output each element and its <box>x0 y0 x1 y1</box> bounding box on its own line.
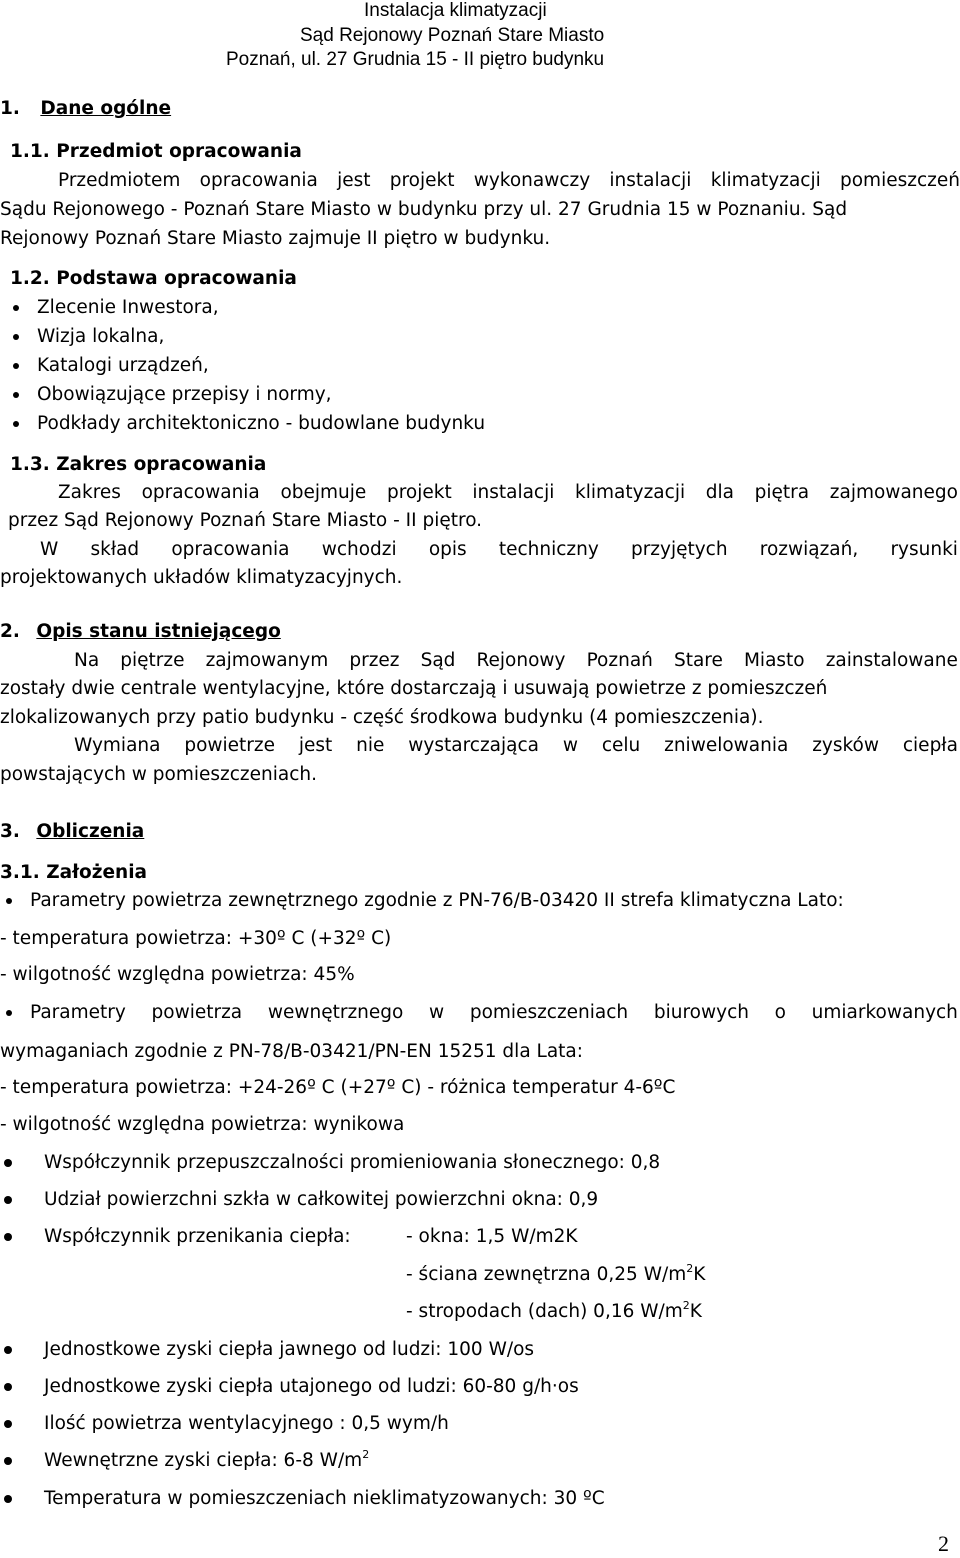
heat-transfer-roof-unit: K <box>689 1301 702 1322</box>
section-1-heading <box>0 100 171 119</box>
section-2-line-3: zlokalizowanych przy patio budynku - część środkowa budynku (4 pomieszczenia). <box>0 707 764 728</box>
header-title: Instalacja klimatyzacji <box>364 0 547 21</box>
section-2-heading <box>0 623 281 642</box>
heat-transfer-walls-unit: K <box>693 1264 706 1285</box>
indoor-params-item: Parametry powietrza wewnętrznego w pomieszczeniach biurowych o umiarkowanych <box>30 1002 958 1023</box>
section-1-1-heading: 1.1. Przedmiot opracowania <box>10 141 302 162</box>
internal-gains-item <box>44 1448 370 1471</box>
outdoor-temperature: - temperatura powietrza: +30º C (+32º C) <box>0 928 392 949</box>
section-1-title: Dane ogólne <box>40 98 172 119</box>
section-2-line-2: zostały dwie centrale wentylacyjne, które dostarczają i usuwają powietrze z pomieszczeń <box>0 678 828 699</box>
section-1-3-heading: 1.3. Zakres opracowania <box>10 454 267 475</box>
section-1-3-line-4: projektowanych układów klimatyzacyjnych. <box>0 567 403 588</box>
heat-transfer-roof <box>406 1299 702 1322</box>
heat-transfer-item: Współczynnik przenikania ciepła: <box>44 1226 351 1247</box>
section-1-1-line-2: Sądu Rejonowego - Poznań Stare Miasto w budynku przy ul. 27 Grudnia 15 w Poznaniu. Sąd <box>0 199 848 220</box>
page-number: 2 <box>938 1531 949 1556</box>
header-court: Sąd Rejonowy Poznań Stare Miasto <box>300 25 605 46</box>
heat-transfer-walls <box>406 1262 706 1285</box>
section-2-title: Opis stanu istniejącego <box>36 621 281 642</box>
ventilation-rate-item: Ilość powietrza wentylacyjnego : 0,5 wym/h <box>44 1413 449 1434</box>
section-1-number: 1. <box>0 98 20 119</box>
section-2-line-5: powstających w pomieszczeniach. <box>0 764 318 785</box>
section-1-3-line-2: przez Sąd Rejonowy Poznań Stare Miasto - II piętro. <box>8 510 483 531</box>
indoor-temperature: - temperatura powietrza: +24-26º C (+27º C) - różnica temperatur 4-6ºC <box>0 1077 676 1098</box>
heat-transfer-windows: - okna: 1,5 W/m2K <box>406 1226 578 1247</box>
sensible-heat-item: Jednostkowe zyski ciepła jawnego od ludzi: 100 W/os <box>44 1339 535 1360</box>
solar-transmittance-item: Współczynnik przepuszczalności promieniowania słonecznego: 0,8 <box>44 1152 661 1173</box>
outdoor-humidity: - wilgotność względna powietrza: 45% <box>0 964 355 985</box>
superscript-2: 2 <box>362 1448 370 1461</box>
section-2-number: 2. <box>0 621 20 642</box>
indoor-params-continued: wymaganiach zgodnie z PN-78/B-03421/PN-EN 15251 dla Lata: <box>0 1041 584 1062</box>
unconditioned-temp-item: Temperatura w pomieszczeniach nieklimatyzowanych: 30 ºC <box>44 1488 605 1509</box>
indoor-humidity: - wilgotność względna powietrza: wynikowa <box>0 1114 405 1135</box>
superscript-2: 2 <box>682 1299 690 1312</box>
section-1-3-line-1: Zakres opracowania obejmuje projekt instalacji klimatyzacji dla piętra zajmowanego <box>58 482 958 503</box>
section-3-heading <box>0 823 144 842</box>
latent-heat-item: Jednostkowe zyski ciepła utajonego od ludzi: 60-80 g/h·os <box>44 1376 579 1397</box>
basis-list-item: Podkłady architektoniczno - budowlane budynku <box>37 413 486 434</box>
superscript-2: 2 <box>686 1262 694 1275</box>
header-address: Poznań, ul. 27 Grudnia 15 - II piętro budynku <box>226 49 605 70</box>
basis-list-item: Wizja lokalna, <box>37 326 165 347</box>
heat-transfer-walls-text: - ściana zewnętrzna 0,25 W/m <box>406 1264 687 1285</box>
section-3-title: Obliczenia <box>36 821 145 842</box>
internal-gains-text: Wewnętrzne zyski ciepła: 6-8 W/m <box>44 1450 363 1471</box>
section-3-1-heading: 3.1. Założenia <box>0 862 148 883</box>
outdoor-params-item: Parametry powietrza zewnętrznego zgodnie z PN-76/B-03420 II strefa klimatyczna Lato: <box>30 890 844 911</box>
section-1-1-line-1: Przedmiotem opracowania jest projekt wykonawczy instalacji klimatyzacji pomieszczeń <box>58 170 960 191</box>
heat-transfer-roof-text: - stropodach (dach) 0,16 W/m <box>406 1301 683 1322</box>
section-2-line-1: Na piętrze zajmowanym przez Sąd Rejonowy Poznań Stare Miasto zainstalowane <box>74 650 958 671</box>
basis-list-item: Obowiązujące przepisy i normy, <box>37 384 332 405</box>
section-1-3-line-3: W skład opracowania wchodzi opis techniczny przyjętych rozwiązań, rysunki <box>40 539 958 560</box>
section-1-1-line-3: Rejonowy Poznań Stare Miasto zajmuje II piętro w budynku. <box>0 228 551 249</box>
section-1-2-heading: 1.2. Podstawa opracowania <box>10 268 297 289</box>
section-2-line-4: Wymiana powietrze jest nie wystarczająca w celu zniwelowania zysków ciepła <box>74 735 958 756</box>
basis-list-item: Zlecenie Inwestora, <box>37 297 219 318</box>
glass-share-item: Udział powierzchni szkła w całkowitej powierzchni okna: 0,9 <box>44 1189 599 1210</box>
section-3-number: 3. <box>0 821 20 842</box>
basis-list-item: Katalogi urządzeń, <box>37 355 209 376</box>
